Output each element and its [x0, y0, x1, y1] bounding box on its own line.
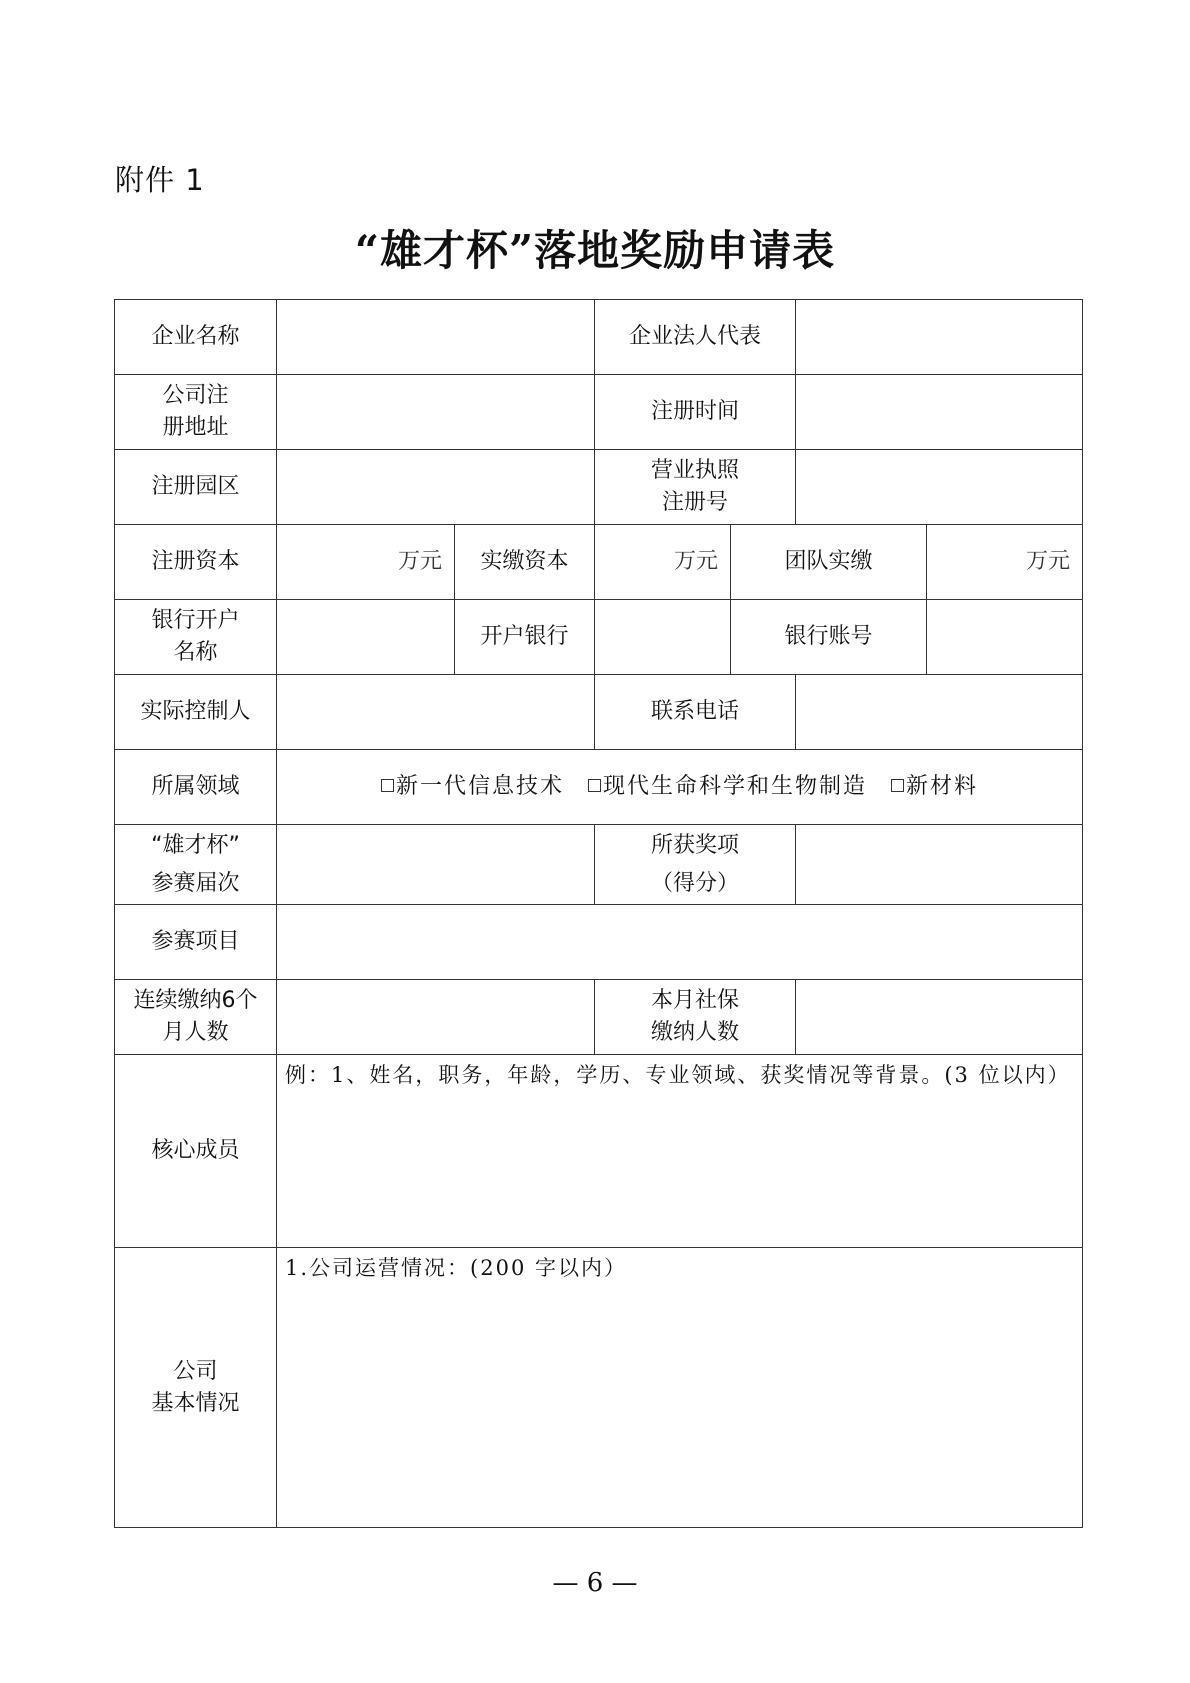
company-name-field[interactable] — [277, 300, 595, 375]
bank-account-no-field[interactable] — [927, 600, 1083, 675]
domain-option-materials[interactable]: 新材料 — [891, 774, 978, 799]
legal-rep-label: 企业法人代表 — [595, 300, 796, 375]
company-basic-label: 公司 基本情况 — [115, 1248, 277, 1528]
bank-account-no-label: 银行账号 — [731, 600, 927, 675]
session-label: “雄才杯” 参赛届次 — [115, 825, 277, 905]
bank-name-field[interactable] — [595, 600, 731, 675]
phone-field[interactable] — [796, 675, 1083, 750]
bank-account-name-field[interactable] — [277, 600, 455, 675]
controller-label: 实际控制人 — [115, 675, 277, 750]
reg-park-label: 注册园区 — [115, 450, 277, 525]
application-form-table — [114, 299, 1083, 1528]
paid-capital-field[interactable]: 万元 — [595, 525, 731, 600]
team-paid-label: 团队实缴 — [731, 525, 927, 600]
domain-options — [277, 750, 1083, 825]
core-members-label: 核心成员 — [115, 1055, 277, 1248]
checkbox-icon — [588, 779, 601, 792]
project-field[interactable] — [277, 905, 1083, 980]
domain-label: 所属领域 — [115, 750, 277, 825]
project-label: 参赛项目 — [115, 905, 277, 980]
reg-time-label: 注册时间 — [595, 375, 796, 450]
month-social-field[interactable] — [796, 980, 1083, 1055]
page-number: — 6 — — [552, 1568, 638, 1598]
checkbox-icon — [381, 779, 394, 792]
form-title: “雄才杯”落地奖励申请表 — [354, 226, 836, 275]
six-month-count-label: 连续缴纳6个 月人数 — [115, 980, 277, 1055]
phone-label: 联系电话 — [595, 675, 796, 750]
attachment-label: 附件 1 — [115, 163, 205, 197]
reg-address-label: 公司注 册地址 — [115, 375, 277, 450]
domain-option-bio[interactable]: 现代生命科学和生物制造 — [588, 774, 867, 799]
company-name-label: 企业名称 — [115, 300, 277, 375]
team-paid-field[interactable]: 万元 — [927, 525, 1083, 600]
bank-name-label: 开户银行 — [455, 600, 595, 675]
license-no-label: 营业执照 注册号 — [595, 450, 796, 525]
controller-field[interactable] — [277, 675, 595, 750]
reg-park-field[interactable] — [277, 450, 595, 525]
reg-capital-field[interactable]: 万元 — [277, 525, 455, 600]
reg-address-field[interactable] — [277, 375, 595, 450]
award-label: 所获奖项 （得分） — [595, 825, 796, 905]
bank-account-name-label: 银行开户 名称 — [115, 600, 277, 675]
legal-rep-field[interactable] — [796, 300, 1083, 375]
license-no-field[interactable] — [796, 450, 1083, 525]
company-basic-field[interactable]: 1.公司运营情况：(200 字以内） — [277, 1248, 1083, 1528]
six-month-count-field[interactable] — [277, 980, 595, 1055]
award-field[interactable] — [796, 825, 1083, 905]
checkbox-icon — [891, 779, 904, 792]
reg-time-field[interactable] — [796, 375, 1083, 450]
core-members-field[interactable]: 例：1、姓名，职务，年龄，学历、专业领域、获奖情况等背景。(3 位以内） — [277, 1055, 1083, 1248]
month-social-label: 本月社保 缴纳人数 — [595, 980, 796, 1055]
paid-capital-label: 实缴资本 — [455, 525, 595, 600]
reg-capital-label: 注册资本 — [115, 525, 277, 600]
session-field[interactable] — [277, 825, 595, 905]
domain-option-it[interactable]: 新一代信息技术 — [381, 774, 564, 799]
